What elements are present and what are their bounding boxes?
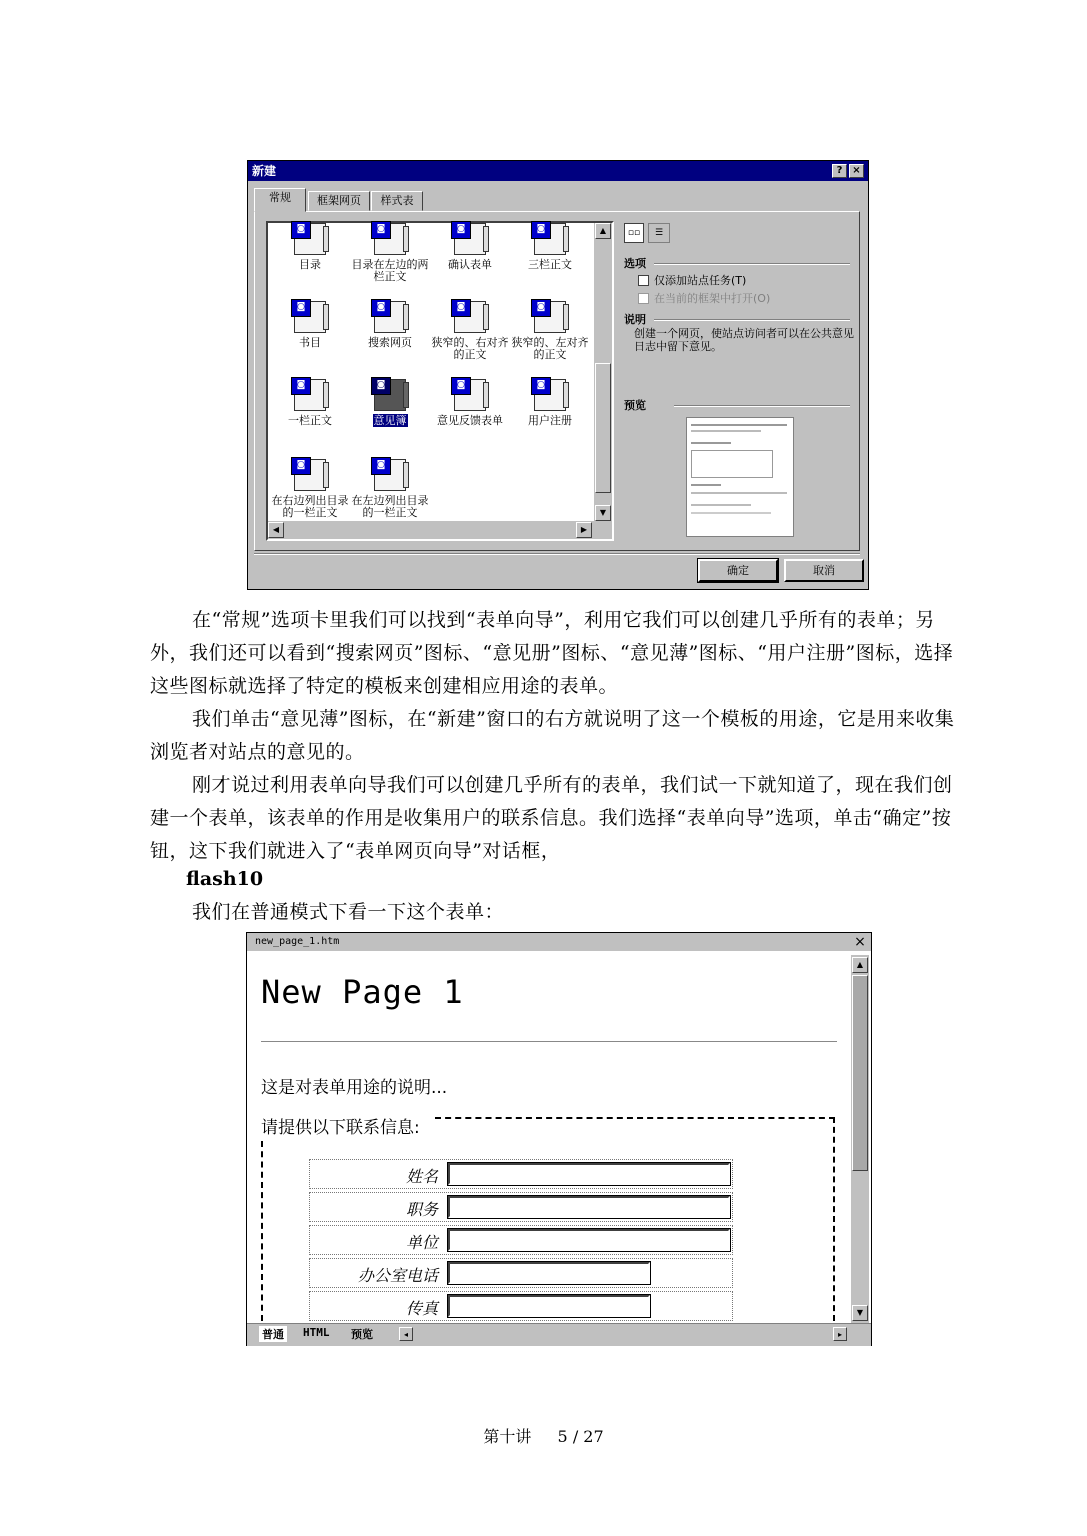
group-border-right <box>833 1117 835 1321</box>
dialog-title-bar <box>248 161 868 181</box>
template-icon[interactable]: ◙ <box>374 459 406 491</box>
lecture-label: 第十讲 <box>483 1427 532 1446</box>
template-icon[interactable]: ◙ <box>374 301 406 333</box>
template-icon-selected[interactable]: ◙ <box>374 379 406 411</box>
tab-preview[interactable]: 预览 <box>351 1328 373 1341</box>
template-icon[interactable]: ◙ <box>454 223 486 255</box>
help-button[interactable]: ? <box>832 164 847 178</box>
group-border-top <box>435 1117 835 1119</box>
selected-label-text: 意见簿 <box>373 414 407 427</box>
template-label[interactable]: 书目 <box>299 336 321 349</box>
template-label[interactable]: 目录在左边的两栏正文 <box>351 258 429 283</box>
horizontal-rule <box>261 1041 837 1042</box>
template-label[interactable]: 目录 <box>299 258 321 271</box>
close-button[interactable]: × <box>849 164 864 178</box>
field-label: 单位 <box>405 1233 438 1252</box>
template-icon[interactable]: ◙ <box>534 223 566 255</box>
form-row-name <box>309 1159 733 1189</box>
dialog-title: 新建 <box>252 164 277 178</box>
tab-scroll-left-icon[interactable]: ◂ <box>399 1327 413 1341</box>
editor-filename: new_page_1.htm <box>255 936 340 947</box>
editor-title-bar <box>247 933 871 951</box>
paragraph-3: 刚才说过利用表单向导我们可以创建几乎所有的表单，我们试一下就知道了，现在我们创建一个表单，该表单的作用是收集用户的联系信息。我们选择“表单向导”选项，单击“确定”按钮，这下我们就进入了“表单网页向导”对话框， <box>150 774 953 862</box>
page-heading: New Page 1 <box>261 973 464 1011</box>
template-label-selected[interactable] <box>350 415 430 427</box>
editor-scroll-up-icon[interactable]: ▲ <box>852 957 868 973</box>
divider <box>654 319 850 321</box>
page-editor-window <box>246 932 872 1346</box>
template-icon[interactable]: ◙ <box>294 301 326 333</box>
list-view-icon[interactable]: ☰ <box>648 223 670 243</box>
editor-scroll-down-icon[interactable]: ▼ <box>852 1305 868 1321</box>
large-icons-view-icon[interactable]: ▫▫ <box>624 223 644 243</box>
template-label[interactable]: 三栏正文 <box>528 258 572 271</box>
options-label: 选项 <box>624 257 646 270</box>
title-input[interactable] <box>448 1196 730 1218</box>
template-list[interactable] <box>266 221 614 541</box>
tab-scroll-right-icon[interactable]: ▸ <box>833 1327 847 1341</box>
template-icon[interactable]: ◙ <box>454 379 486 411</box>
template-label[interactable]: 狭窄的、左对齐的正文 <box>511 336 589 361</box>
tab-html[interactable]: HTML <box>303 1326 330 1339</box>
template-label[interactable]: 一栏正文 <box>288 414 332 427</box>
tab-general[interactable]: 常规 <box>254 188 306 212</box>
group-border-left <box>261 1141 263 1321</box>
company-input[interactable] <box>448 1229 730 1251</box>
editor-scroll-thumb[interactable] <box>852 975 868 1171</box>
horizontal-scrollbar[interactable] <box>268 521 612 539</box>
fax-input[interactable] <box>448 1295 650 1317</box>
editor-close-icon[interactable]: × <box>854 934 866 950</box>
group-label: 请提供以下联系信息: <box>261 1118 420 1138</box>
open-in-frame-checkbox <box>638 293 649 304</box>
template-icon[interactable]: ◙ <box>294 223 326 255</box>
template-label[interactable]: 确认表单 <box>448 258 492 271</box>
template-icon[interactable]: ◙ <box>374 223 406 255</box>
form-row-title <box>309 1192 733 1222</box>
template-icon[interactable]: ◙ <box>294 379 326 411</box>
cancel-button[interactable]: 取消 <box>784 559 864 582</box>
template-icon[interactable]: ◙ <box>454 301 486 333</box>
preview-thumbnail <box>686 417 794 537</box>
preview-label: 预览 <box>624 399 646 412</box>
field-label: 姓名 <box>405 1167 438 1186</box>
page-footer <box>0 1424 1087 1447</box>
template-label[interactable]: 搜索网页 <box>368 336 412 349</box>
paragraph-2: 我们单击“意见薄”图标，在“新建”窗口的右方就说明了这一个模板的用途，它是用来收集浏览者对站点的意见的。 <box>150 708 955 763</box>
paragraph-1: 在“常规”选项卡里我们可以找到“表单向导”，利用它我们可以创建几乎所有的表单；另外，我们还可以看到“搜索网页”图标、“意见册”图标、“意见薄”图标、“用户注册”图标，选择这些图标就选择了特定的模板来创建相应用途的表单。 <box>150 609 954 697</box>
template-label[interactable]: 用户注册 <box>528 414 572 427</box>
new-dialog <box>247 160 869 590</box>
scroll-down-icon[interactable]: ▼ <box>595 505 611 521</box>
tab-normal[interactable]: 普通 <box>259 1326 287 1342</box>
template-label[interactable]: 意见反馈表单 <box>437 414 503 427</box>
divider <box>674 405 850 407</box>
tab-stylesheet[interactable]: 样式表 <box>371 191 423 211</box>
view-tab-bar <box>247 1323 871 1346</box>
template-icon[interactable]: ◙ <box>294 459 326 491</box>
site-tasks-label: 仅添加站点任务(T) <box>654 274 747 287</box>
template-label[interactable]: 在左边列出目录的一栏正文 <box>351 494 429 519</box>
field-label: 办公室电话 <box>357 1266 438 1285</box>
form-description: 这是对表单用途的说明... <box>261 1078 448 1098</box>
template-label[interactable]: 狭窄的、右对齐的正文 <box>431 336 509 361</box>
field-label: 职务 <box>405 1200 438 1219</box>
field-label: 传真 <box>405 1299 438 1318</box>
scroll-right-icon[interactable]: ▶ <box>576 522 592 538</box>
divider <box>254 553 860 555</box>
tab-frames[interactable]: 框架网页 <box>308 191 370 211</box>
paragraph-4: 我们在普通模式下看一下这个表单： <box>192 901 505 923</box>
scroll-left-icon[interactable]: ◀ <box>268 522 284 538</box>
scroll-up-icon[interactable]: ▲ <box>595 223 611 239</box>
ok-button[interactable]: 确定 <box>698 559 778 582</box>
divider <box>654 263 850 265</box>
form-row-phone <box>309 1258 733 1288</box>
site-tasks-checkbox[interactable] <box>638 275 649 286</box>
template-icon[interactable]: ◙ <box>534 379 566 411</box>
template-label[interactable]: 在右边列出目录的一栏正文 <box>271 494 349 519</box>
phone-input[interactable] <box>448 1262 650 1284</box>
page-number: 5 / 27 <box>557 1427 604 1446</box>
description-label: 说明 <box>624 313 646 326</box>
form-row-fax <box>309 1291 733 1321</box>
form-row-company <box>309 1225 733 1255</box>
open-in-frame-label: 在当前的框架中打开(O) <box>654 292 771 305</box>
template-icon[interactable]: ◙ <box>534 301 566 333</box>
flash-label: flash10 <box>186 868 264 890</box>
scroll-thumb[interactable] <box>595 363 611 493</box>
name-input[interactable] <box>448 1163 730 1185</box>
description-text: 创建一个网页，使站点访问者可以在公共意见日志中留下意见。 <box>634 327 854 353</box>
